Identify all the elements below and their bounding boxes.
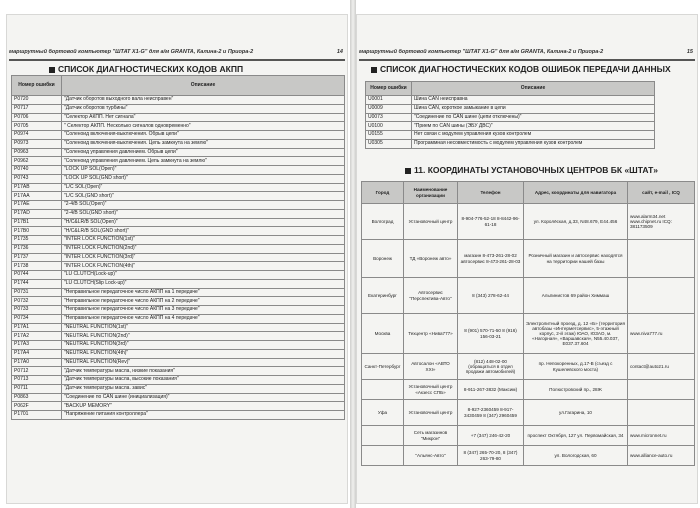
section-title: СПИСОК ДИАГНОСТИЧЕСКИХ КОДОВ АКПП: [49, 64, 243, 74]
organization-cell: "Альянс-Авто": [404, 446, 458, 466]
error-code-cell: P17AD: [12, 209, 62, 218]
organization-cell: Установочный центр: [404, 204, 458, 240]
table-row: [12, 411, 345, 420]
table-row: [12, 174, 345, 183]
error-description-cell: "H/C&LR/B SOL(GND short)": [62, 227, 345, 236]
address-cell: ул.Гагарина, 10: [524, 400, 628, 426]
error-description-cell: "NEUTRAL FUNCTION(1st)": [62, 323, 345, 332]
install-centers-table: [361, 181, 695, 466]
error-description-cell: "Соленоид включения-выключения. Обрыв цепи": [62, 131, 345, 140]
error-description-cell: "Неправильное передаточное число АКПП на 4 передаче": [62, 314, 345, 323]
header-rule: [359, 59, 695, 61]
error-code-cell: P0733: [12, 306, 62, 315]
error-code-cell: P17AB: [12, 183, 62, 192]
error-description-cell: "INTER LOCK FUNCTION(1st)": [62, 236, 345, 245]
contacts-cell: contact@auto21.ru: [628, 354, 695, 380]
error-code-cell: P1744: [12, 279, 62, 288]
column-header-city: Город: [362, 182, 404, 204]
error-description-cell: Шина CAN неисправна: [412, 96, 655, 105]
error-code-cell: P17B1: [12, 218, 62, 227]
error-code-cell: P17A0: [12, 358, 62, 367]
table-row: [12, 376, 345, 385]
column-header-description: Описание: [62, 76, 345, 96]
error-code-cell: P17A4: [12, 349, 62, 358]
table-row: [362, 446, 695, 466]
right-page: [356, 14, 698, 504]
error-description-cell: "Соленоид включения-выключения. Цепь замкнута на землю": [62, 139, 345, 148]
table-row: [12, 227, 345, 236]
contacts-cell: [628, 380, 695, 400]
error-code-cell: P062F: [12, 402, 62, 411]
city-cell: [362, 426, 404, 446]
error-description-cell: "Неправильное передаточное число АКПП на 2 передаче": [62, 297, 345, 306]
error-description-cell: "L/C SOL(Open)": [62, 183, 345, 192]
table-row: [12, 349, 345, 358]
error-description-cell: "LU CLUTCH(Lock-up)": [62, 271, 345, 280]
table-row: [12, 262, 345, 271]
table-row: [12, 96, 345, 105]
table-row: [12, 341, 345, 350]
error-code-cell: P0734: [12, 314, 62, 323]
table-row: [366, 104, 655, 113]
city-cell: Екатеринбург: [362, 278, 404, 314]
table-row: [12, 157, 345, 166]
error-code-cell: P1737: [12, 253, 62, 262]
error-code-cell: U0305: [366, 139, 412, 148]
error-description-cell: "Соленоид управления давлением. Обрыв цепи": [62, 148, 345, 157]
error-description-cell: Нет связи с модулем управления кузов контролем: [412, 131, 655, 140]
table-row: [362, 314, 695, 354]
error-description-cell: "NEUTRAL FUNCTION(3rd)": [62, 341, 345, 350]
error-code-cell: P0973: [12, 139, 62, 148]
table-row: [362, 278, 695, 314]
table-row: [12, 279, 345, 288]
phone-cell: 8 (343) 278-62-44: [458, 278, 524, 314]
table-row: [12, 139, 345, 148]
error-code-cell: P0717: [12, 104, 62, 113]
table-row: [12, 314, 345, 323]
column-header-code: Номер ошибки: [12, 76, 62, 96]
table-row: [362, 426, 695, 446]
organization-cell: Сеть магазинов "Микрон": [404, 426, 458, 446]
address-cell: ул. Королёская, д.33, N48.679, E44.456: [524, 204, 628, 240]
column-header-description: Описание: [412, 82, 655, 96]
square-bullet-icon: [49, 67, 55, 73]
table-row: [12, 384, 345, 393]
error-code-cell: P17A2: [12, 332, 62, 341]
error-code-cell: U0001: [366, 96, 412, 105]
organization-cell: Техцентр «Нива777»: [404, 314, 458, 354]
square-bullet-icon: [371, 67, 377, 73]
error-description-cell: "LOCK UP SOL(GND short)": [62, 174, 345, 183]
error-description-cell: "H/C&LR/B SOL(Open)": [62, 218, 345, 227]
city-cell: Волгоград: [362, 204, 404, 240]
error-description-cell: "Селектор АКПП. Нет сигнала": [62, 113, 345, 122]
table-row: [12, 122, 345, 131]
error-code-cell: P17A3: [12, 341, 62, 350]
error-code-cell: P1701: [12, 411, 62, 420]
section-title: СПИСОК ДИАГНОСТИЧЕСКИХ КОДОВ ОШИБОК ПЕРЕДАЧИ ДАННЫХ: [371, 64, 671, 74]
error-description-cell: "Неправильное передаточное число АКПП на 3 передаче": [62, 306, 345, 315]
error-code-cell: P0706: [12, 113, 62, 122]
error-description-cell: "Датчик температуры масла, низкие показания": [62, 367, 345, 376]
table-row: [12, 183, 345, 192]
contacts-cell: www.niva777.ru: [628, 314, 695, 354]
address-cell: пр. Непокоренных, д.17-В (съезд с Кушелевского моста): [524, 354, 628, 380]
left-page: [6, 14, 348, 504]
centers-section-title: 11. КООРДИНАТЫ УСТАНОВОЧНЫХ ЦЕНТРОВ БК «ШТАТ»: [405, 165, 658, 175]
phone-cell: 8 (901) 570-71-50 8 (916) 156-03-21: [458, 314, 524, 354]
address-cell: Розничный магазин и автосервис находятся на территории нашей базы: [524, 240, 628, 278]
table-row: [366, 113, 655, 122]
error-code-cell: U0155: [366, 131, 412, 140]
error-description-cell: "Датчик температуры масла. завис": [62, 384, 345, 393]
table-row: [12, 244, 345, 253]
header-text: маршрутный бортовой компьютер "ШТАТ Х1-G" для а/м GRANTA, Калина-2 и Приора-2: [359, 49, 604, 55]
error-description-cell: "NEUTRAL FUNCTION(2nd)": [62, 332, 345, 341]
table-row: [12, 201, 345, 210]
table-row: [12, 288, 345, 297]
error-code-cell: P0731: [12, 288, 62, 297]
error-description-cell: "Прием по CAN шины (ЭБУ ДВС)": [412, 122, 655, 131]
error-code-cell: U0100: [366, 122, 412, 131]
contacts-cell: [628, 278, 695, 314]
error-code-cell: P0732: [12, 297, 62, 306]
error-code-cell: P1735: [12, 236, 62, 245]
table-row: [362, 240, 695, 278]
error-code-cell: P0963: [12, 148, 62, 157]
phone-cell: 8-904-776-52-18 8-8442-96-61-18: [458, 204, 524, 240]
page-number: 15: [686, 49, 693, 55]
error-code-cell: P0705: [12, 122, 62, 131]
column-header-organization: Наименование организации: [404, 182, 458, 204]
table-row: [366, 122, 655, 131]
error-description-cell: " Селектор АКПП. Несколько сигналов одновременно": [62, 122, 345, 131]
table-row: [12, 131, 345, 140]
error-code-cell: P0720: [12, 96, 62, 105]
table-row: [362, 204, 695, 240]
error-description-cell: Программная несовместимость с модулем управления кузов контролем: [412, 139, 655, 148]
table-row: [366, 131, 655, 140]
error-description-cell: "Датчик температуры масла, высокие показания": [62, 376, 345, 385]
error-code-cell: P0863: [12, 393, 62, 402]
phone-cell: 8-911-267-3832 (Максим): [458, 380, 524, 400]
error-description-cell: "Соединение по CAN шине (инициализация)": [62, 393, 345, 402]
address-cell: ул. Вологодская, 60: [524, 446, 628, 466]
error-code-cell: P17AA: [12, 192, 62, 201]
error-code-cell: U0073: [366, 113, 412, 122]
error-description-cell: "2-4/B SOL(Open)": [62, 201, 345, 210]
table-row: [12, 192, 345, 201]
error-code-cell: P0712: [12, 367, 62, 376]
header-text: маршрутный бортовой компьютер "ШТАТ Х1-G" для а/м GRANTA, Калина-2 и Приора-2: [9, 49, 254, 55]
column-header-code: Номер ошибки: [366, 82, 412, 96]
error-code-cell: P0740: [12, 166, 62, 175]
header-rule: [9, 59, 345, 61]
city-cell: Москва: [362, 314, 404, 354]
error-description-cell: "Напряжение питания контроллера": [62, 411, 345, 420]
table-row: [362, 380, 695, 400]
error-code-cell: P17B0: [12, 227, 62, 236]
organization-cell: Установочный центр «Акзесс СПБ»: [404, 380, 458, 400]
error-description-cell: "BACKUP MEMORY": [62, 402, 345, 411]
error-description-cell: "2-4/B SOL(GND short)": [62, 209, 345, 218]
error-description-cell: "Датчик оборотов выходного вала неисправен": [62, 96, 345, 105]
table-row: [12, 271, 345, 280]
error-code-cell: P0744: [12, 271, 62, 280]
can-codes-table: [365, 81, 655, 149]
contacts-cell: www.alarm34.net www.chipnet.ru ICQ: 381173509: [628, 204, 695, 240]
error-code-cell: U0009: [366, 104, 412, 113]
table-row: [362, 400, 695, 426]
organization-cell: Автосервис "Перспектива-Авто": [404, 278, 458, 314]
table-row: [12, 297, 345, 306]
table-row: [12, 166, 345, 175]
error-description-cell: "LOCK UP SOL(Open)": [62, 166, 345, 175]
address-cell: Альпинистов 69 район Химмаш: [524, 278, 628, 314]
error-code-cell: P0974: [12, 131, 62, 140]
error-code-cell: P0743: [12, 174, 62, 183]
error-description-cell: "INTER LOCK FUNCTION(3rd)": [62, 253, 345, 262]
error-code-cell: P17A1: [12, 323, 62, 332]
phone-cell: 8-927-2360459 8-917-3430459 8 (347) 2960459: [458, 400, 524, 426]
organization-cell: Автосалон «АВТО XXI»: [404, 354, 458, 380]
table-row: [362, 354, 695, 380]
error-description-cell: "L/C SOL(GND short)": [62, 192, 345, 201]
table-row: [12, 393, 345, 402]
error-code-cell: P1738: [12, 262, 62, 271]
table-row: [12, 253, 345, 262]
table-row: [12, 148, 345, 157]
square-bullet-icon: [405, 168, 411, 174]
error-description-cell: "NEUTRAL FUNCTION(4th)": [62, 349, 345, 358]
phone-cell: +7 (347) 246-42-20: [458, 426, 524, 446]
error-code-cell: P1736: [12, 244, 62, 253]
error-code-cell: P0711: [12, 384, 62, 393]
error-description-cell: "Соединение по CAN шине (цепи отключены)": [412, 113, 655, 122]
table-row: [12, 402, 345, 411]
table-row: [12, 332, 345, 341]
city-cell: Воронеж: [362, 240, 404, 278]
table-row: [12, 358, 345, 367]
table-row: [366, 96, 655, 105]
error-description-cell: "INTER LOCK FUNCTION(4th)": [62, 262, 345, 271]
table-row: [12, 218, 345, 227]
city-cell: Уфа: [362, 400, 404, 426]
phone-cell: магазин 8-473-261-28-02 автосервис 8-473-261-28-03: [458, 240, 524, 278]
city-cell: [362, 380, 404, 400]
akpp-codes-table: [11, 75, 345, 420]
contacts-cell: www.alliance-auto.ru: [628, 446, 695, 466]
column-header-contacts: сайт, e-mail , ICQ: [628, 182, 695, 204]
table-row: [12, 113, 345, 122]
phone-cell: 8 (347) 265-70-20, 8 (347) 263-79-80: [458, 446, 524, 466]
running-header: [9, 49, 345, 58]
table-row: [12, 306, 345, 315]
address-cell: проспект Октября, 127 ул. Первомайская, 34: [524, 426, 628, 446]
contacts-cell: www.micronnet.ru: [628, 426, 695, 446]
error-description-cell: "Неправильное передаточное число АКПП на 1 передаче": [62, 288, 345, 297]
organization-cell: Установочный центр: [404, 400, 458, 426]
running-header: [359, 49, 695, 58]
error-description-cell: "Датчик оборотов турбины": [62, 104, 345, 113]
contacts-cell: [628, 400, 695, 426]
city-cell: [362, 446, 404, 466]
error-description-cell: Шина CAN, короткое замыкание в цепи: [412, 104, 655, 113]
column-header-address: Адрес, координаты для навигатора: [524, 182, 628, 204]
address-cell: Электролитный проезд, д. 12 «Б» (территория автобазы «Интерметсервис», 5-этажный корпус, 2-й этаж) ЮАО, ЮЗАО, м. «Нагорная», «Варшавская», N55.40.037, E037.37.604: [524, 314, 628, 354]
error-code-cell: P17AE: [12, 201, 62, 210]
error-code-cell: P0713: [12, 376, 62, 385]
page-number: 14: [336, 49, 343, 55]
error-code-cell: P0962: [12, 157, 62, 166]
table-row: [12, 367, 345, 376]
error-description-cell: "NEUTRAL FUNCTION(Rev)": [62, 358, 345, 367]
table-row: [12, 323, 345, 332]
table-row: [12, 104, 345, 113]
phone-cell: (812) 448-02-00 (обращаться в отдел продажи автомобилей): [458, 354, 524, 380]
table-row: [12, 236, 345, 245]
error-description-cell: "Соленоид управления давлением. Цепь замкнута на землю": [62, 157, 345, 166]
table-row: [12, 209, 345, 218]
column-header-phone: Телефон: [458, 182, 524, 204]
address-cell: Полюстровский пр., 28Ж: [524, 380, 628, 400]
error-description-cell: "INTER LOCK FUNCTION(2nd)": [62, 244, 345, 253]
error-description-cell: "LU CLUTCH(Slip Lock-up)": [62, 279, 345, 288]
organization-cell: ТД «Воронеж авто»: [404, 240, 458, 278]
table-row: [366, 139, 655, 148]
city-cell: Санкт-Петербург: [362, 354, 404, 380]
contacts-cell: [628, 240, 695, 278]
